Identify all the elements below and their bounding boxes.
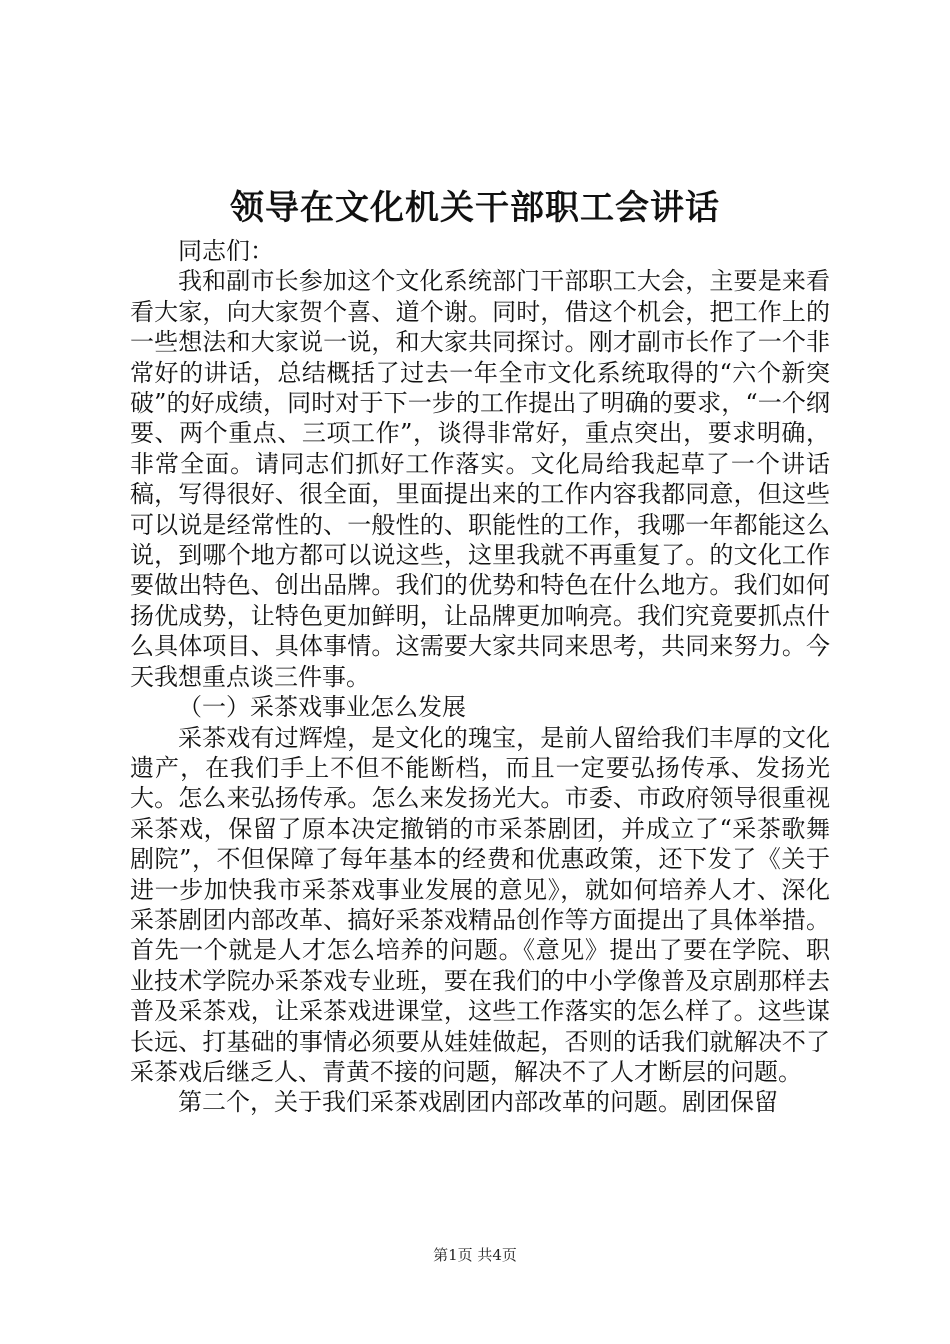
body-paragraph-continued: 第二个，关于我们采茶戏剧团内部改革的问题。剧团保留 [178, 1088, 778, 1117]
salutation-paragraph: 同志们： [178, 237, 274, 265]
document-body [130, 236, 830, 1118]
document-title: 领导在文化机关干部职工会讲话 [230, 188, 720, 228]
opening-paragraph: 我和副市长参加这个文化系统部门干部职工大会，主要是来看看大家，向大家贺个喜、道个谢。同时，借这个机会，把工作上的一些想法和大家说一说，和大家共同探讨。刚才副市长作了一个非常好的讲话，总结概括了过去一年全市文化系统取得的“六个新突破”的好成绩，同时对于下一步的工作提出了明确的要求，“一个纲要、两个重点、三项工作”，谈得非常好，重点突出，要求明确，非常全面。请同志们抓好工作落实。文化局给我起草了一个讲话稿，写得很好、很全面，里面提出来的工作内容我都同意，但这些可以说是经常性的、一般性的、职能性的工作，我哪一年都能这么说，到哪个地方都可以说这些，这里我就不再重复了。的文化工作要做出特色、创出品牌。我们的优势和特色在什么地方。我们如何扬优成势，让特色更加鲜明，让品牌更加响亮。我们究竟要抓点什么具体项目、具体事情。这需要大家共同来思考，共同来努力。今天我想重点谈三件事。 [130, 267, 830, 691]
body-paragraph: 采茶戏有过辉煌，是文化的瑰宝，是前人留给我们丰厚的文化遗产，在我们手上不但不能断档，而且一定要弘扬传承、发扬光大。怎么来弘扬传承。怎么来发扬光大。市委、市政府领导很重视采茶戏，保留了原本决定撤销的市采茶剧团，并成立了“采茶歌舞剧院”，不但保障了每年基本的经费和优惠政策，还下发了《关于进一步加快我市采茶戏事业发展的意见》，就如何培养人才、深化采茶剧团内部改革、搞好采茶戏精品创作等方面提出了具体举措。首先一个就是人才怎么培养的问题。《意见》提出了要在学院、职业技术学院办采茶戏专业班，要在我们的中小学像普及京剧那样去普及采茶戏，让采茶戏进课堂，这些工作落实的怎么样了。这些谋长远、打基础的事情必须要从娃娃做起，否则的话我们就解决不了采茶戏后继乏人、青黄不接的问题，解决不了人才断层的问题。 [130, 723, 830, 1086]
page-number-footer: 第1页 共4页 [433, 1246, 517, 1264]
section-heading: （一）采茶戏事业怎么发展 [178, 693, 466, 722]
